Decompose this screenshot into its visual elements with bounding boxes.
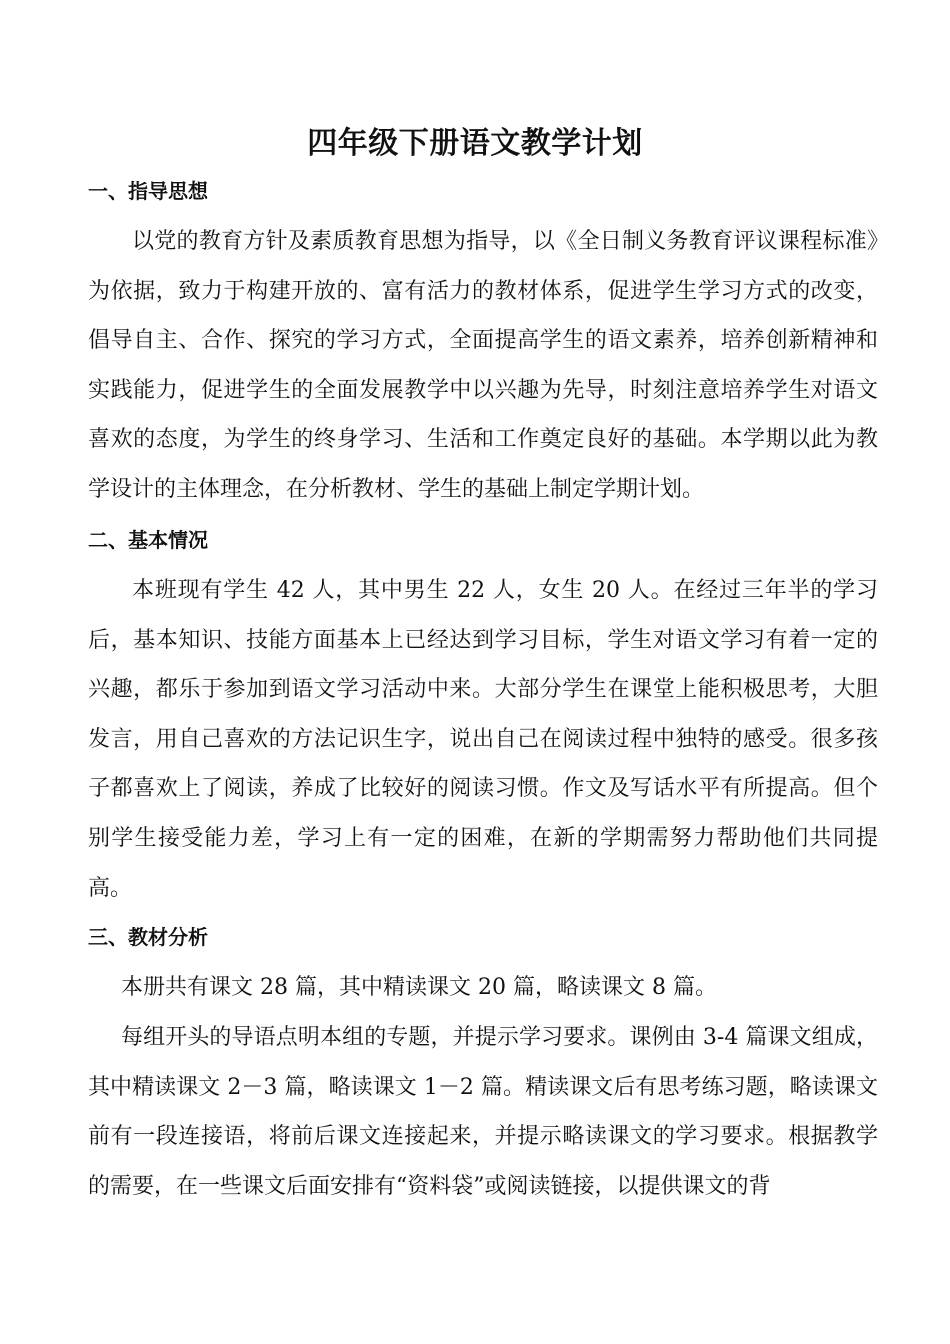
document-title: 四年级下册语文教学计划 (307, 126, 643, 161)
section-heading-textbook-analysis: 三、教材分析 (88, 925, 208, 949)
section-paragraph: 本册共有课文 28 篇，其中精读课文 20 篇，略读课文 8 篇。 (121, 975, 717, 1000)
section-heading-basic-situation: 二、基本情况 (88, 528, 208, 552)
section-paragraph: 以党的教育方针及素质教育思想为指导，以《全日制义务教育评议课程标准》为依据，致力于构建开放的、富有活力的教材体系，促进学生学习方式的改变，倡导自主、合作、探究的学习方式，全面提高学生的语文素养，培养创新精神和实践能力，促进学生的全面发展教学中以兴趣为先导，时刻注意培养学生对语文喜欢的态度，为学生的终身学习、生活和工作奠定良好的基础。本学期以此为教学设计的主体理念，在分析教材、学生的基础上制定学期计划。 (88, 229, 878, 502)
section-paragraph: 本班现有学生 42 人，其中男生 22 人，女生 20 人。在经过三年半的学习后，基本知识、技能方面基本上已经达到学习目标，学生对语文学习有着一定的兴趣，都乐于参加到语文学习活动中来。大部分学生在课堂上能积极思考，大胆发言，用自己喜欢的方法记识生字，说出自己在阅读过程中独特的感受。很多孩子都喜欢上了阅读，养成了比较好的阅读习惯。作文及写话水平有所提高。但个别学生接受能力差，学习上有一定的困难，在新的学期需努力帮助他们共同提高。 (88, 578, 878, 901)
section-heading-guiding-ideology: 一、指导思想 (88, 179, 208, 203)
section-paragraph: 每组开头的导语点明本组的专题，并提示学习要求。课例由 3-4 篇课文组成，其中精读课文 2－3 篇，略读课文 1－2 篇。精读课文后有思考练习题，略读课文前有一段连接语，将前后课文连接起来，并提示略读课文的学习要求。根据教学的需要，在一些课文后面安排有“资料袋”或阅读链接，以提供课文的背 (88, 1025, 878, 1199)
